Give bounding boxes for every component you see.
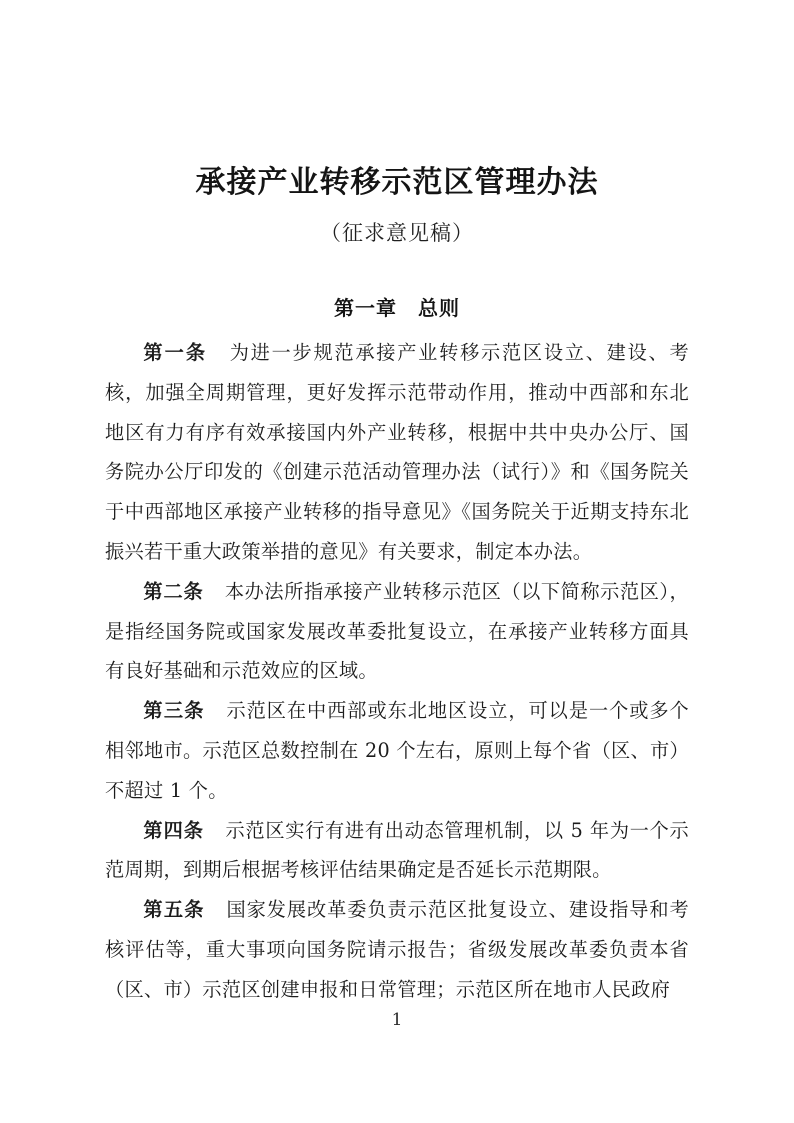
- page-number: 1: [391, 1010, 403, 1030]
- article-item: [105, 572, 689, 691]
- document-subtitle: （征求意见稿）: [320, 221, 474, 245]
- document-body: [105, 333, 689, 1010]
- article-label: 第三条: [143, 699, 205, 723]
- chapter-heading: 第一章 总则: [334, 296, 460, 320]
- document-title: 承接产业转移示范区管理办法: [195, 165, 599, 200]
- article-text: 示范区实行有进有出动态管理机制，以 5 年为一个示范周期，到期后根据考核评估结果确定是否延长示范期限。: [105, 818, 690, 882]
- article-item: [105, 890, 689, 1009]
- article-label: 第二条: [143, 579, 204, 603]
- article-text: 为进一步规范承接产业转移示范区设立、建设、考核，加强全周期管理，更好发挥示范带动作用，推动中西部和东北地区有力有序有效承接国内外产业转移，根据中共中央办公厅、国务院办公厅印发的《创建示范活动管理办法（试行）》和《国务院关于中西部地区承接产业转移的指导意见》《国务院关于近期支持东北振兴若干重大政策举措的意见》有关要求，制定本办法。: [105, 341, 689, 563]
- article-label: 第四条: [143, 818, 204, 842]
- article-label: 第一条: [143, 341, 208, 364]
- article-text: 示范区在中西部或东北地区设立，可以是一个或多个相邻地市。示范区总数控制在 20 个左右，原则上每个省（区、市）不超过 1 个。: [105, 699, 689, 802]
- article-item: [105, 811, 689, 891]
- article-text: 本办法所指承接产业转移示范区（以下简称示范区），是指经国务院或国家发展改革委批复设立，在承接产业转移方面具有良好基础和示范效应的区域。: [105, 579, 689, 683]
- article-item: [105, 333, 689, 572]
- article-item: [105, 691, 689, 810]
- article-label: 第五条: [143, 898, 205, 922]
- article-text: 国家发展改革委负责示范区批复设立、建设指导和考核评估等，重大事项向国务院请示报告；省级发展改革委负责本省（区、市）示范区创建申报和日常管理；示范区所在地市人民政府: [105, 898, 689, 1001]
